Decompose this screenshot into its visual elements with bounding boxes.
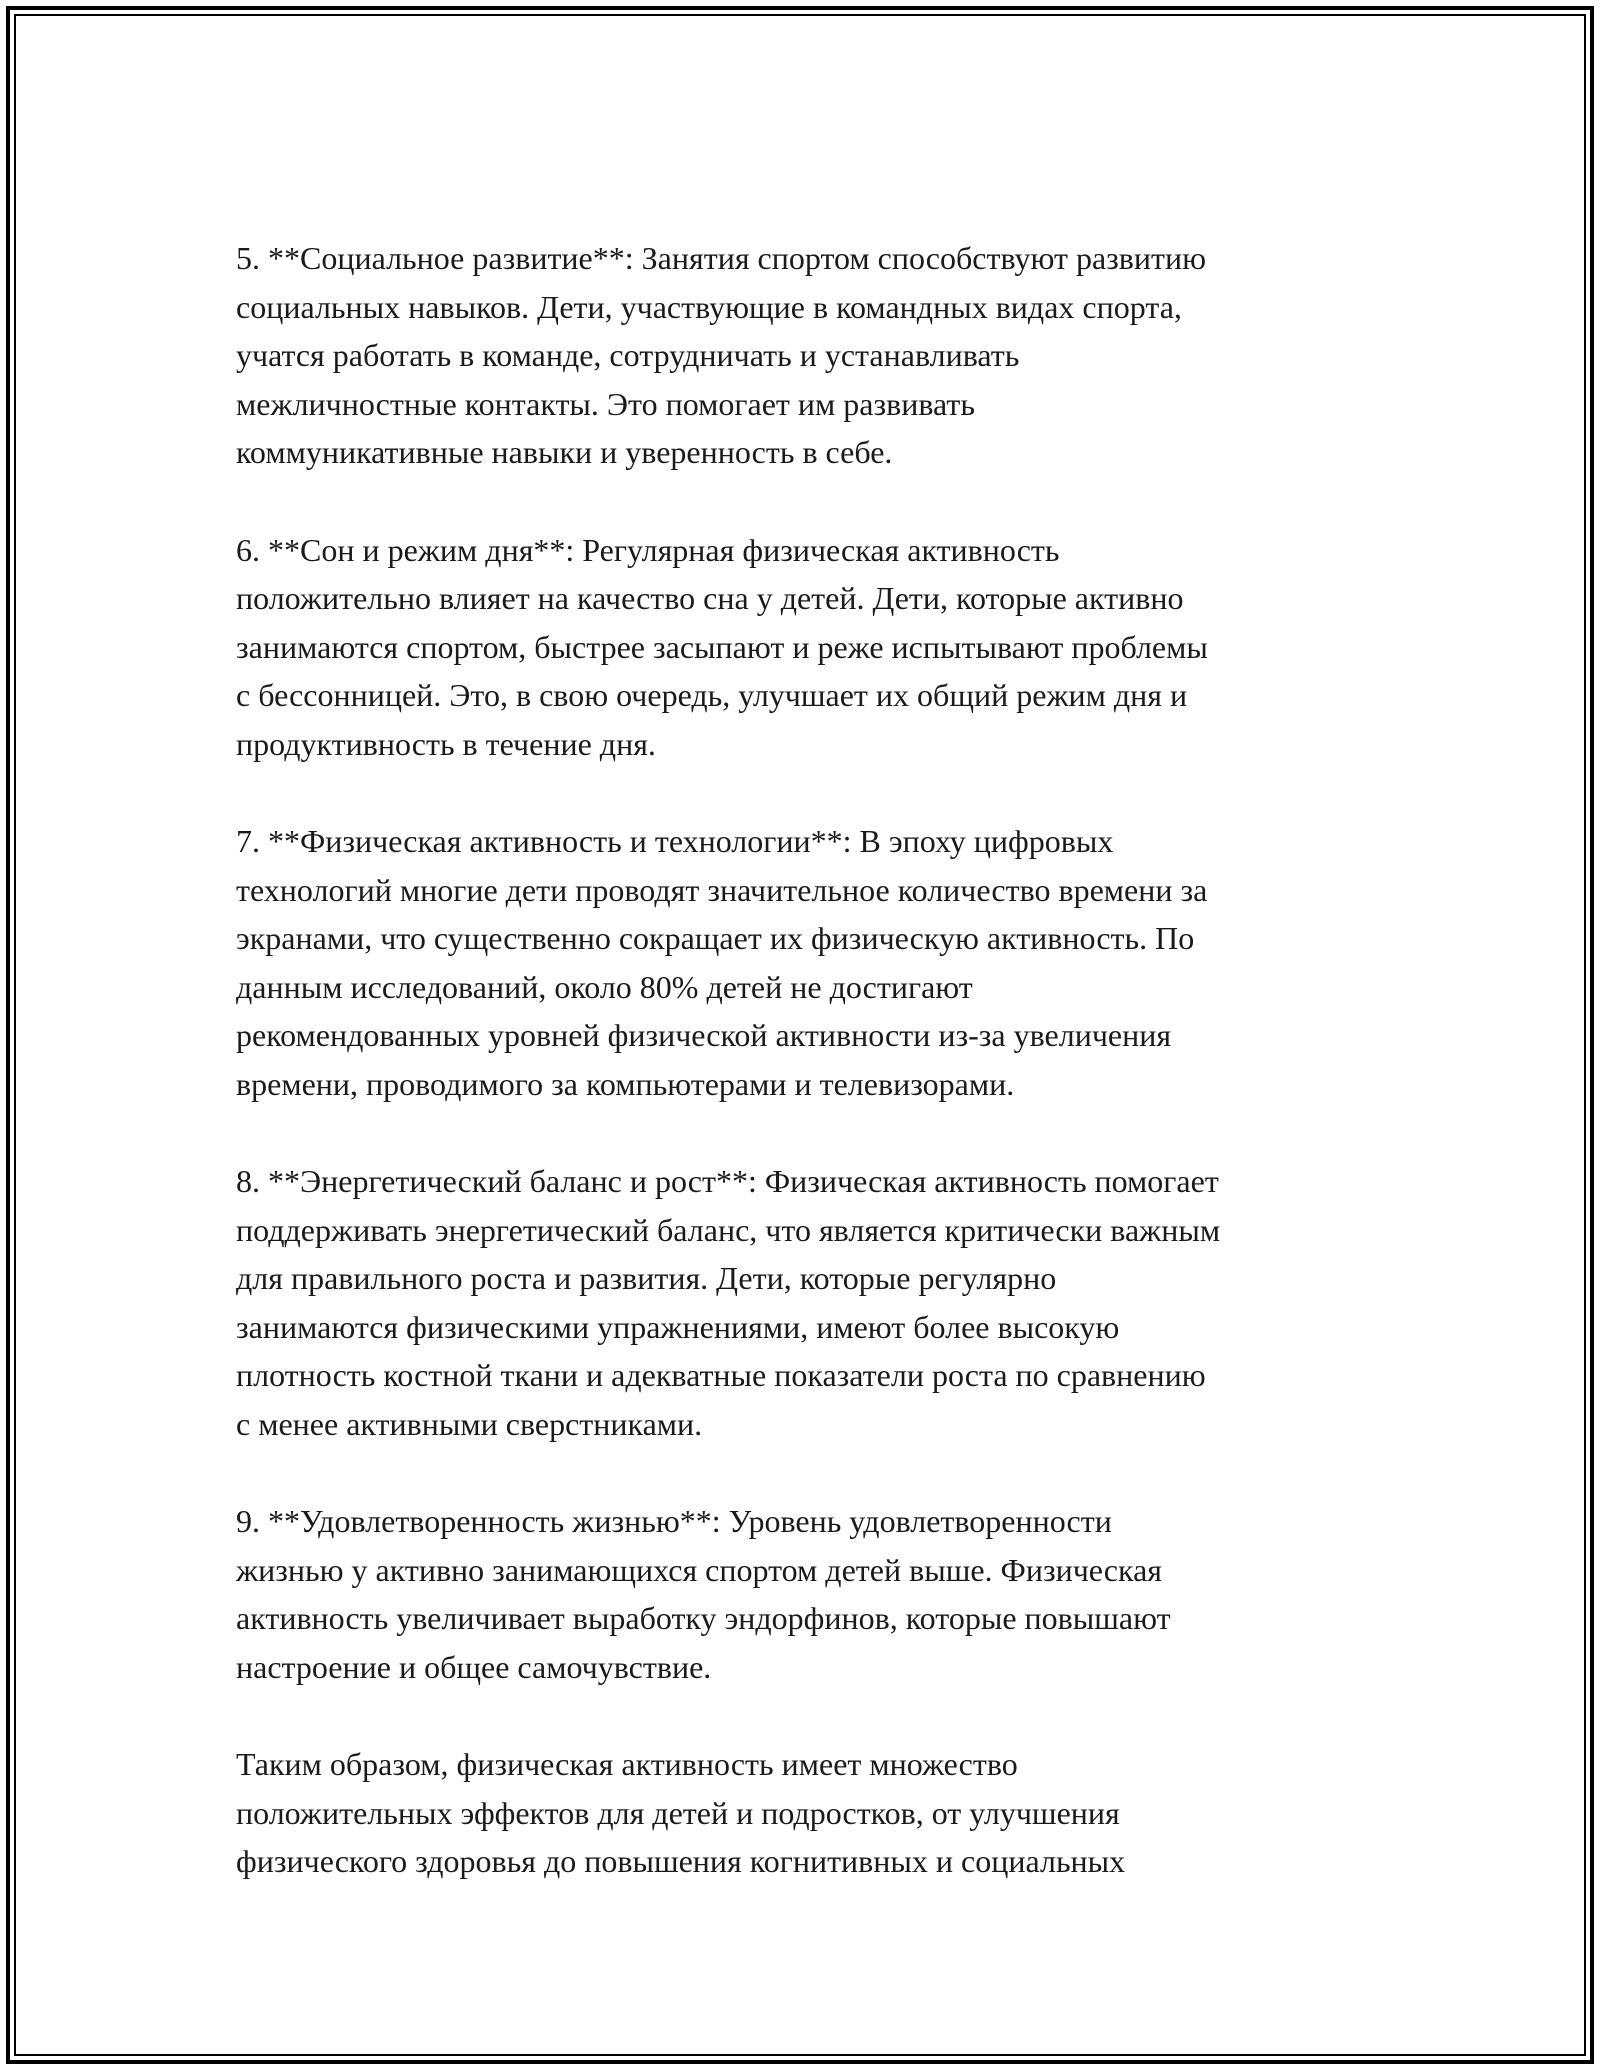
paragraph-sleep-routine: 6. **Сон и режим дня**: Регулярная физическая активность положительно влияет на качество сна у детей. Дети, которые активно занимаются спортом, быстрее засыпают и реже испытывают проблемы с бессонницей. Это, в свою очередь, улучшает их общий режим дня и продуктивность в течение дня. [236, 531, 1208, 762]
paragraph-conclusion: Таким образом, физическая активность имеет множество положительных эффектов для детей и подростков, от улучшения физического здоровья до повышения когнитивных и социальных [236, 1746, 1126, 1879]
paragraph-life-satisfaction: 9. **Удовлетворенность жизнью**: Уровень удовлетворенности жизнью у активно занимающихся спортом детей выше. Физическая активность увеличивает выработку эндорфинов, которые повышают настроение и общее самочувствие. [236, 1503, 1171, 1685]
paragraph-energy-balance: 8. **Энергетический баланс и рост**: Физическая активность помогает поддерживать энергетический баланс, что является критически важным для правильного роста и развития. Дети, которые регулярно занимаются физическими упражнениями, имеют более высокую плотность костной ткани и адекватные показатели роста по сравнению с менее активными сверстниками. [236, 1163, 1221, 1442]
paragraph-activity-technology: 7. **Физическая активность и технологии**: В эпоху цифровых технологий многие дети проводят значительное количество времени за экранами, что существенно сокращает их физическую активность. По данным исследований, около 80% детей не достигают рекомендованных уровней физической активности из-за увеличения времени, проводимого за компьютерами и телевизорами. [236, 823, 1208, 1102]
document-body [236, 234, 1376, 1886]
paragraph-social-development: 5. **Социальное развитие**: Занятия спортом способствуют развитию социальных навыков. Дети, участвующие в командных видах спорта, учатся работать в команде, сотрудничать и устанавливать межличностные контакты. Это помогает им развивать коммуникативные навыки и уверенность в себе. [236, 240, 1207, 470]
